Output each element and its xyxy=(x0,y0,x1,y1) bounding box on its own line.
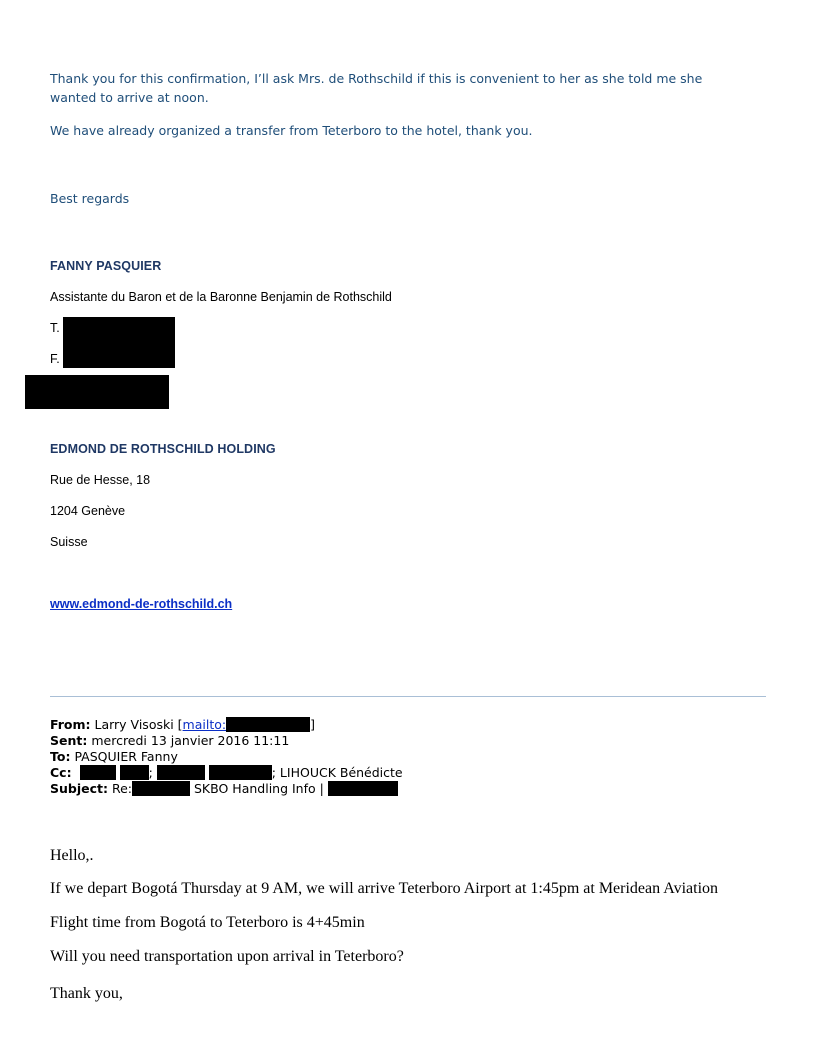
header-cc-label: Cc: xyxy=(50,765,72,780)
signature-name: FANNY PASQUIER xyxy=(50,259,162,273)
header-from-line xyxy=(50,717,315,733)
header-to-value: PASQUIER Fanny xyxy=(74,749,178,764)
header-subject-label: Subject: xyxy=(50,781,108,796)
header-to-line xyxy=(50,749,178,765)
original-line-3: Will you need transportation upon arrival in Teterboro? xyxy=(50,948,404,965)
header-subject-middle: SKBO Handling Info | xyxy=(194,781,324,796)
header-subject-prefix: Re: xyxy=(111,781,133,796)
reply-paragraph-1: Thank you for this confirmation, I’ll ask Mrs. de Rothschild if this is convenient to her as she told me she wanted to arrive at noon. xyxy=(50,71,703,105)
header-subject-line xyxy=(50,781,398,797)
redacted-cc-4 xyxy=(209,765,272,780)
redacted-subject-2 xyxy=(328,781,398,796)
header-sent-label: Sent: xyxy=(50,733,88,748)
header-cc-tail: ; LIHOUCK Bénédicte xyxy=(271,765,403,780)
message-divider xyxy=(50,696,766,697)
reply-paragraph-2: We have already organized a transfer from Teterboro to the hotel, thank you. xyxy=(50,123,533,138)
redacted-cc-3 xyxy=(157,765,205,780)
signature-fax-label: F. xyxy=(50,352,60,366)
redacted-email-block xyxy=(25,375,169,409)
header-from-close: ] xyxy=(310,717,315,732)
header-to-label: To: xyxy=(50,749,71,764)
signature-phone-label: T. xyxy=(50,321,60,335)
original-sign-off: Thank you, xyxy=(50,985,123,1002)
redacted-cc-2 xyxy=(120,765,149,780)
header-from-label: From: xyxy=(50,717,91,732)
header-cc-separator: ; xyxy=(148,765,153,780)
header-from-value: Larry Visoski [ xyxy=(94,717,183,732)
original-greeting: Hello,. xyxy=(50,847,94,864)
redacted-cc-1 xyxy=(80,765,116,780)
reply-closing: Best regards xyxy=(50,191,130,206)
header-sent-line xyxy=(50,733,289,749)
original-line-1: If we depart Bogotá Thursday at 9 AM, we will arrive Teterboro Airport at 1:45pm at Meridean Aviation xyxy=(50,880,719,897)
original-line-2: Flight time from Bogotá to Teterboro is 4+45min xyxy=(50,914,365,931)
header-sent-value: mercredi 13 janvier 2016 11:11 xyxy=(91,733,290,748)
redacted-phone xyxy=(63,317,175,339)
header-cc-line xyxy=(50,765,403,781)
signature-title: Assistante du Baron et de la Baronne Benjamin de Rothschild xyxy=(50,290,392,304)
signature-company: EDMOND DE ROTHSCHILD HOLDING xyxy=(50,442,276,456)
signature-address-country: Suisse xyxy=(50,535,88,549)
signature-address-city: 1204 Genève xyxy=(50,504,126,518)
redacted-sender-email xyxy=(226,717,310,732)
redacted-fax xyxy=(63,337,175,368)
signature-address-street: Rue de Hesse, 18 xyxy=(50,473,151,487)
sender-mailto-link[interactable]: mailto: xyxy=(182,717,227,732)
company-website-link[interactable]: www.edmond-de-rothschild.ch xyxy=(50,597,233,611)
redacted-subject-1 xyxy=(132,781,190,796)
